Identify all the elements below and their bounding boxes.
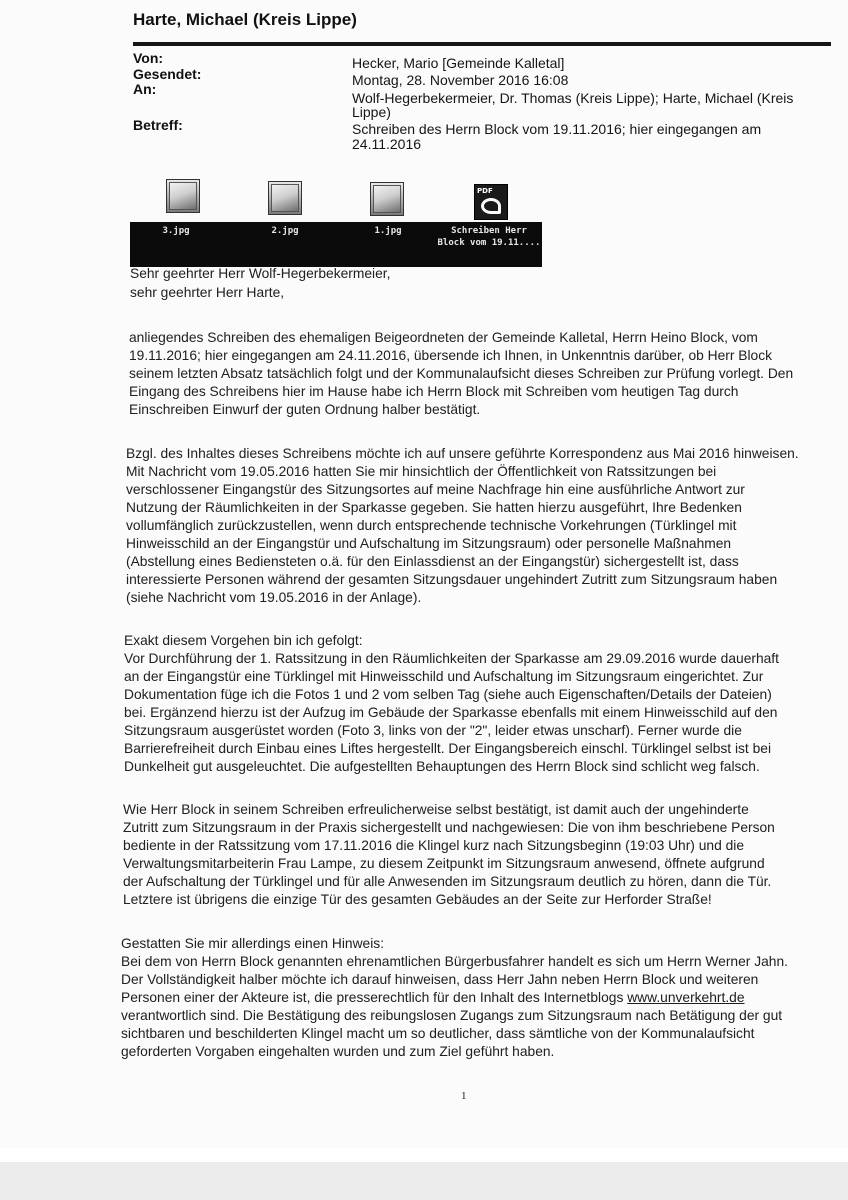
paragraph-3-line: Dokumentation füge ich die Fotos 1 und 2 vom selben Tag (siehe auch Eigenschaften/Details der Dateien) — [124, 687, 772, 702]
scanner-bottom-band — [0, 1148, 848, 1162]
sent-label: Gesendet: — [133, 66, 202, 82]
attachment-label-bar — [130, 222, 542, 267]
sent-value: Montag, 28. November 2016 16:08 — [352, 72, 569, 88]
paragraph-1-line: 19.11.2016; hier eingegangen am 24.11.2016, übersende ich Ihnen, in Unkenntnis darüber, ob Herr Block — [129, 348, 773, 363]
paragraph-4-line: der Aufschaltung der Türklingel und für alle Anwesenden im Sitzungsraum deutlich zu hören, dann die Tür. — [123, 874, 772, 889]
document-header-name: Harte, Michael (Kreis Lippe) — [133, 10, 357, 29]
paragraph-5-text: Personen einer der Akteure ist, die presserechtlich für den Inhalt des Internetblogs — [121, 990, 628, 1005]
paragraph-2-line: (Abstellung eines Bediensteten o.ä. für den Einlassdienst an der Eingangstür) sichergestellt ist, dass — [126, 554, 739, 569]
attachment-label[interactable]: Schreiben Herr — [451, 226, 527, 236]
paragraph-4-line: Zutritt zum Sitzungsraum in der Praxis sichergestellt und nachgewiesen: Die von ihm beschriebene Person — [123, 820, 775, 835]
paragraph-5-line: verantwortlich sind. Die Bestätigung des reibungslosen Zugangs zum Sitzungsraum nach Betätigung der gut — [121, 1008, 783, 1023]
paragraph-4-line: Wie Herr Block in seinem Schreiben erfreulicherweise selbst bestätigt, ist damit auch der ungehinderte — [123, 802, 749, 817]
image-thumbnail-icon — [268, 181, 302, 215]
page-number: 1 — [461, 1090, 467, 1102]
attachment-label[interactable]: 2.jpg — [271, 226, 299, 236]
paragraph-4-line: Letztere ist übrigens die einzige Tür des gesamten Gebäudes an der Seite zur Herforder Straße! — [123, 892, 712, 907]
subject-value-line-2: 24.11.2016 — [352, 136, 422, 152]
greeting-line-1: Sehr geehrter Herr Wolf-Hegerbekermeier, — [130, 266, 391, 281]
paragraph-2-line: vollumfänglich zurückzustellen, wenn durch entsprechende technische Vorkehrungen (Türklingel mit — [126, 518, 737, 533]
pdf-file-icon — [474, 184, 508, 220]
attachment-label[interactable]: 3.jpg — [162, 226, 190, 236]
attachment-1-jpg[interactable] — [370, 182, 404, 216]
paragraph-5-line — [121, 989, 745, 1007]
paragraph-3-line: Barrierefreiheit durch Einbau eines Liftes hergestellt. Der Eingangsbereich einschl. Türklingel selbst ist bei — [124, 741, 772, 756]
image-thumbnail-icon — [370, 182, 404, 216]
attachment-label-line-2[interactable]: Block vom 19.11.... — [437, 238, 541, 248]
paragraph-2-line: verschlossener Eingangstür des Sitzungsortes auf meine Nachfrage hin eine ausführliche Antwort zur — [126, 482, 745, 497]
website-link[interactable]: www.unverkehrt.de — [627, 990, 745, 1005]
paragraph-1-line: seinem letzten Absatz tatsächlich folgt und der Kommunalaufsicht dieses Schreiben zur Prüfung vorlegt. Den — [129, 366, 794, 381]
subject-value-line-1: Schreiben des Herrn Block vom 19.11.2016; hier eingegangen am — [352, 121, 762, 137]
attachment-pdf[interactable] — [474, 184, 508, 220]
paragraph-5-line: Der Vollständigkeit halber möchte ich darauf hinweisen, dass Herr Jahn neben Herrn Block und weiteren — [121, 972, 759, 987]
paragraph-4-line: bediente in der Ratssitzung vom 17.11.2016 die Klingel kurz nach Sitzungsbeginn (19:03 Uhr) und die — [123, 838, 744, 853]
paragraph-1-line: Eingang des Schreibens hier im Hause habe ich Herrn Block mit Schreiben vom heutigen Tag durch — [129, 384, 739, 399]
from-value: Hecker, Mario [Gemeinde Kalletal] — [352, 55, 565, 71]
paragraph-2-line: Mit Nachricht vom 19.05.2016 hatten Sie mir hinsichtlich der Öffentlichkeit von Ratssitzungen bei — [126, 464, 717, 479]
to-value-line-2: Lippe) — [352, 104, 391, 120]
attachment-3-jpg[interactable] — [166, 179, 200, 213]
from-label: Von: — [133, 50, 164, 66]
paragraph-1-line: anliegendes Schreiben des ehemaligen Beigeordneten der Gemeinde Kalletal, Herrn Heino Block, vom — [129, 330, 758, 345]
paragraph-3-line: Sitzungsraum ausgerüstet worden (Foto 3, links von der "2", leider etwas unscharf). Ferner wurde die — [124, 723, 742, 738]
subject-label: Betreff: — [133, 117, 183, 133]
greeting-line-2: sehr geehrter Herr Harte, — [130, 285, 285, 300]
paragraph-2-line: Bzgl. des Inhaltes dieses Schreibens möchte ich auf unsere geführte Korrespondenz aus Mai 2016 hinweisen. — [126, 446, 799, 461]
paragraph-1-line: Einschreiben Einwurf der guten Ordnung halber bestätigt. — [129, 402, 481, 417]
header-divider — [133, 42, 831, 46]
to-label: An: — [133, 81, 157, 97]
paragraph-2-line: Nutzung der Räumlichkeiten in der Sparkasse gegeben. Sie hatten hierzu ausgeführt, Ihre Bedenken — [126, 500, 742, 515]
paragraph-2-line: (siehe Nachricht vom 19.05.2016 in der Anlage). — [126, 590, 422, 605]
paragraph-3-line: Vor Durchführung der 1. Ratssitzung in den Räumlichkeiten der Sparkasse am 29.09.2016 wurde dauerhaft — [124, 651, 779, 666]
paragraph-3-line: Exakt diesem Vorgehen bin ich gefolgt: — [124, 633, 363, 648]
pdf-tag: PDF — [477, 187, 493, 195]
paragraph-4-line: Verwaltungsmitarbeiterin Frau Lampe, zu diesem Zeitpunkt im Sitzungsraum anwesend, öffnete aufgrund — [123, 856, 765, 871]
paragraph-3-line: bei. Ergänzend hierzu ist der Aufzug im Gebäude der Sparkasse ebenfalls mit einem Hinweisschild auf den — [124, 705, 778, 720]
paragraph-2-line: interessierte Personen während der gesamten Sitzungsdauer ungehindert Zutritt zum Sitzungsraum haben — [126, 572, 778, 587]
attachment-2-jpg[interactable] — [268, 181, 302, 215]
paragraph-5-line: geforderten Vorgaben eingehalten wurden und zum Ziel geführt haben. — [121, 1044, 555, 1059]
image-thumbnail-icon — [166, 179, 200, 213]
attachment-label[interactable]: 1.jpg — [374, 226, 402, 236]
paragraph-3-line: an der Eingangstür eine Türklingel mit Hinweisschild und Aufschaltung im Sitzungsraum eingerichtet. Zur — [124, 669, 764, 684]
paragraph-5-line: Gestatten Sie mir allerdings einen Hinweis: — [121, 936, 385, 951]
paragraph-5-line: Bei dem von Herrn Block genannten ehrenamtlichen Bürgerbusfahrer handelt es sich um Herrn Werner Jahn. — [121, 954, 788, 969]
paragraph-3-line: Dunkelheit gut ausgeleuchtet. Die aufgestellten Behauptungen des Herrn Block sind schlicht weg falsch. — [124, 759, 760, 774]
paragraph-2-line: Hinweisschild an der Eingangstür und Aufschaltung im Sitzungsraum) oder personelle Maßnahmen — [126, 536, 732, 551]
paragraph-5-line: sichtbaren und beschilderten Klingel macht um so deutlicher, dass sämtliche von der Kommunalaufsicht — [121, 1026, 755, 1041]
to-value-line-1: Wolf-Hegerbekermeier, Dr. Thomas (Kreis Lippe); Harte, Michael (Kreis — [352, 90, 794, 106]
